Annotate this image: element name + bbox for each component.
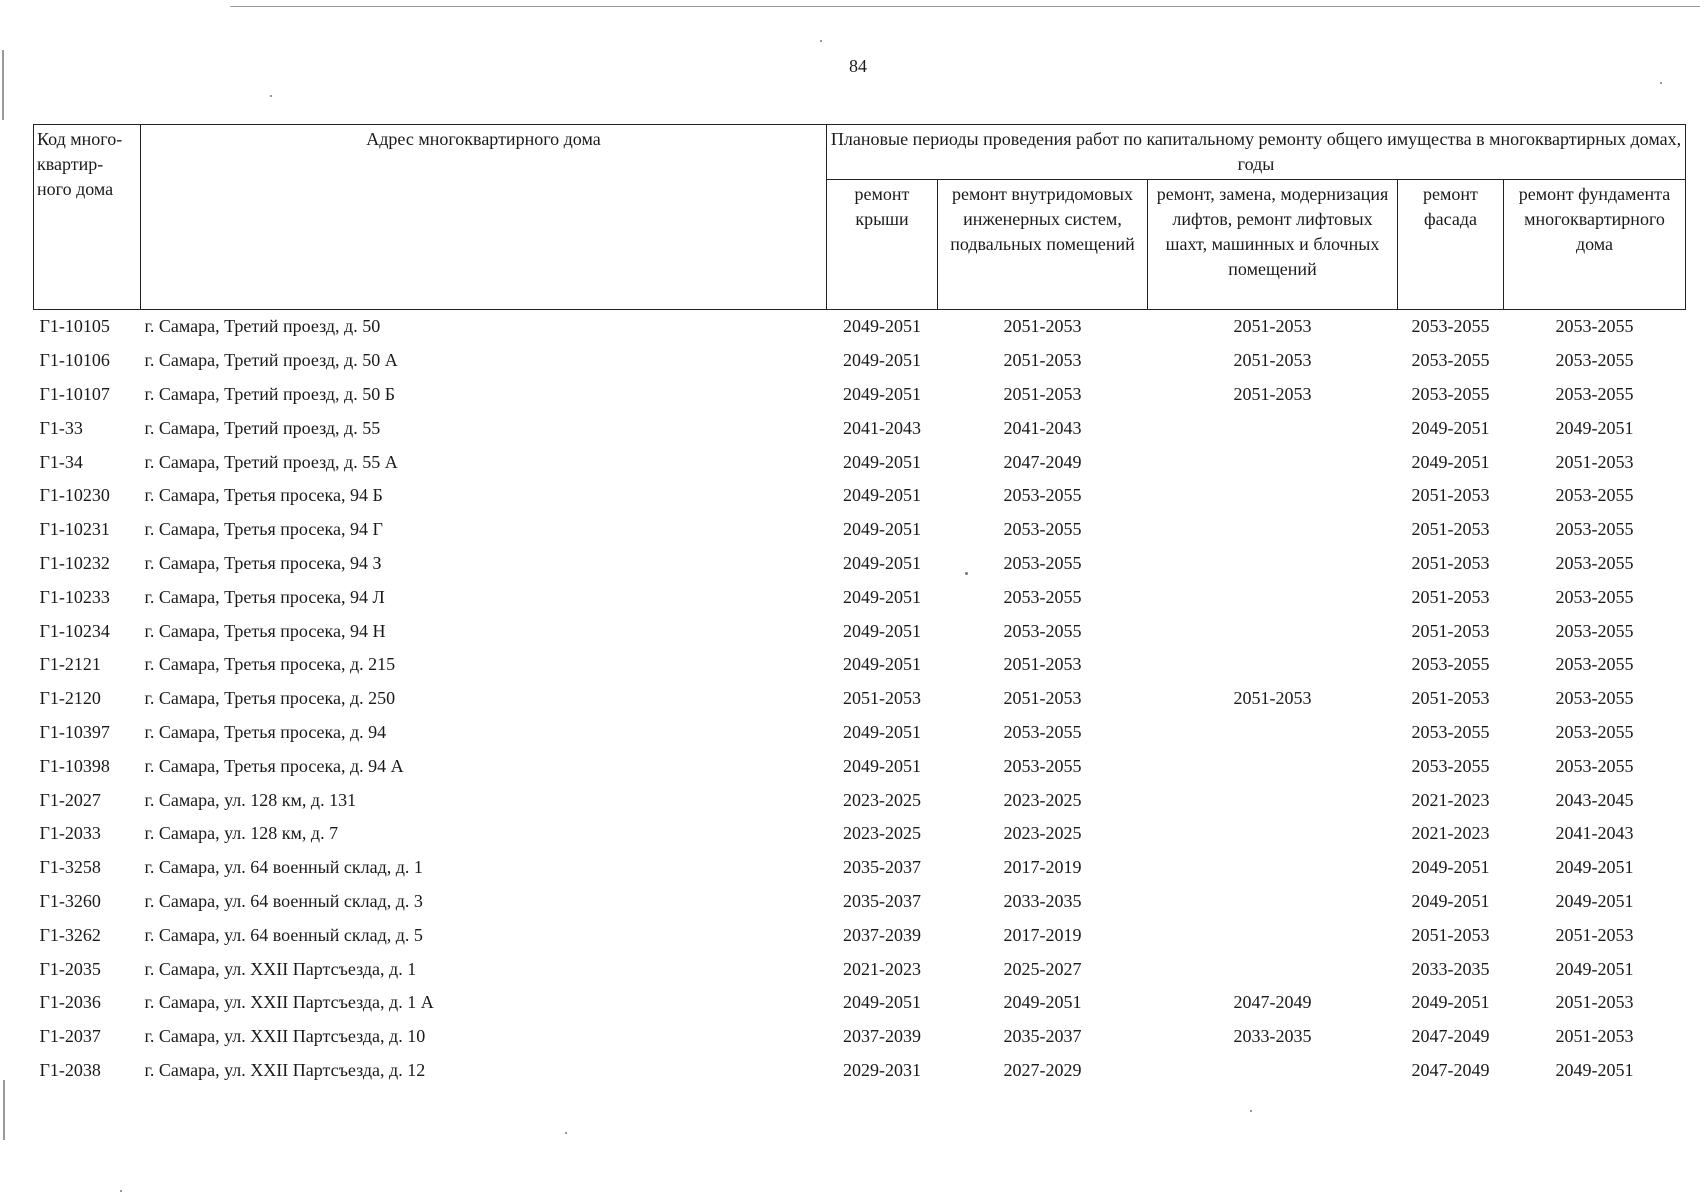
table-row (34, 682, 1686, 716)
elevator-period-cell (1148, 614, 1398, 648)
engineering-period-cell: 2053-2055 (1003, 620, 1082, 641)
table-row (34, 411, 1686, 445)
facade-period-cell: 2053-2055 (1411, 383, 1490, 404)
roof-period-cell: 2021-2023 (843, 958, 921, 979)
elevator-period-cell (1148, 749, 1398, 783)
scan-top-edge (230, 6, 1700, 7)
address-cell: г. Самара, ул. 128 км, д. 131 (144, 789, 357, 810)
facade-period-cell: 2053-2055 (1411, 654, 1490, 675)
elevator-period-cell (1148, 580, 1398, 614)
table-row (34, 918, 1686, 952)
facade-period-cell: 2051-2053 (1411, 552, 1490, 573)
engineering-period-cell: 2023-2025 (1003, 789, 1082, 810)
table-row (34, 1054, 1686, 1088)
foundation-period-cell: 2053-2055 (1555, 620, 1634, 641)
roof-period-cell: 2037-2039 (843, 924, 921, 945)
table-row (34, 783, 1686, 817)
address-cell: г. Самара, Третья просека, д. 250 (144, 688, 396, 709)
house-code-cell: Г1-3260 (39, 890, 101, 911)
foundation-period-cell: 2053-2055 (1555, 383, 1634, 404)
address-cell: г. Самара, ул. XXII Партсъезда, д. 12 (144, 1059, 426, 1080)
engineering-period-cell: 2053-2055 (1003, 519, 1082, 540)
roof-period-cell: 2049-2051 (843, 350, 921, 371)
foundation-period-cell: 2051-2053 (1555, 924, 1634, 945)
house-code-cell: Г1-3262 (39, 924, 101, 945)
address-cell: г. Самара, ул. 64 военный склад, д. 1 (144, 857, 423, 878)
house-code-cell: Г1-10398 (39, 755, 110, 776)
roof-period-cell: 2023-2025 (843, 789, 921, 810)
roof-period-cell: 2035-2037 (843, 857, 921, 878)
address-cell: г. Самара, ул. 128 км, д. 7 (144, 823, 339, 844)
address-cell: г. Самара, Третья просека, д. 94 А (144, 755, 404, 776)
table-row (34, 986, 1686, 1020)
roof-period-cell: 2029-2031 (843, 1059, 921, 1080)
engineering-period-cell: 2027-2029 (1003, 1059, 1082, 1080)
facade-period-cell: 2047-2049 (1411, 1026, 1490, 1047)
elevator-period-cell: 2051-2053 (1233, 688, 1312, 709)
foundation-period-cell: 2049-2051 (1555, 857, 1634, 878)
table-row (34, 1020, 1686, 1054)
engineering-period-cell: 2053-2055 (1003, 721, 1082, 742)
engineering-period-cell: 2049-2051 (1003, 992, 1082, 1013)
roof-period-cell: 2041-2043 (843, 417, 921, 438)
foundation-period-cell: 2053-2055 (1555, 552, 1634, 573)
table-row (34, 614, 1686, 648)
foundation-period-cell: 2041-2043 (1555, 823, 1634, 844)
elevator-period-cell (1148, 817, 1398, 851)
facade-period-cell: 2053-2055 (1411, 350, 1490, 371)
table-row (34, 817, 1686, 851)
roof-period-cell: 2023-2025 (843, 823, 921, 844)
scan-speck (1250, 1110, 1252, 1112)
foundation-period-cell: 2051-2053 (1555, 1026, 1634, 1047)
table-row (34, 851, 1686, 885)
address-cell: г. Самара, Третья просека, 94 Л (144, 586, 385, 607)
address-cell: г. Самара, Третья просека, 94 Г (144, 519, 383, 540)
foundation-period-cell: 2053-2055 (1555, 485, 1634, 506)
table-row (34, 885, 1686, 919)
engineering-period-cell: 2053-2055 (1003, 485, 1082, 506)
table-row (34, 310, 1686, 344)
address-cell: г. Самара, ул. XXII Партсъезда, д. 10 (144, 1026, 426, 1047)
elevator-period-cell (1148, 918, 1398, 952)
house-code-cell: Г1-34 (39, 451, 83, 472)
house-code-cell: Г1-10230 (39, 485, 110, 506)
facade-period-cell: 2021-2023 (1411, 823, 1490, 844)
elevator-period-cell (1148, 851, 1398, 885)
house-code-cell: Г1-10107 (39, 383, 110, 404)
engineering-period-cell: 2053-2055 (1003, 552, 1082, 573)
engineering-period-cell: 2053-2055 (1003, 586, 1082, 607)
roof-period-cell: 2049-2051 (843, 586, 921, 607)
roof-period-cell: 2049-2051 (843, 316, 921, 337)
roof-period-cell: 2049-2051 (843, 620, 921, 641)
roof-period-cell: 2049-2051 (843, 519, 921, 540)
engineering-period-cell: 2025-2027 (1003, 958, 1082, 979)
address-cell: г. Самара, Третья просека, 94 Н (144, 620, 386, 641)
roof-period-cell: 2049-2051 (843, 755, 921, 776)
foundation-period-cell: 2053-2055 (1555, 519, 1634, 540)
facade-period-cell: 2051-2053 (1411, 620, 1490, 641)
roof-period-cell: 2049-2051 (843, 485, 921, 506)
elevator-period-cell: 2051-2053 (1233, 383, 1312, 404)
facade-period-cell: 2049-2051 (1411, 451, 1490, 472)
elevator-period-cell (1148, 952, 1398, 986)
header-address: Адрес многоквартирного дома (141, 125, 827, 310)
roof-period-cell: 2049-2051 (843, 383, 921, 404)
table-row (34, 952, 1686, 986)
facade-period-cell: 2033-2035 (1411, 958, 1490, 979)
header-engineering-repair: ремонт внутридомовых инженерных систем, подвальных помещений (938, 180, 1148, 310)
scan-left-edge-lower (3, 1080, 5, 1140)
engineering-period-cell: 2017-2019 (1003, 857, 1082, 878)
foundation-period-cell: 2053-2055 (1555, 654, 1634, 675)
elevator-period-cell (1148, 411, 1398, 445)
facade-period-cell: 2049-2051 (1411, 890, 1490, 911)
house-code-cell: Г1-2027 (39, 789, 101, 810)
elevator-period-cell (1148, 648, 1398, 682)
table-row (34, 580, 1686, 614)
engineering-period-cell: 2051-2053 (1003, 316, 1082, 337)
house-code-cell: Г1-33 (39, 417, 83, 438)
scan-speck (1660, 82, 1662, 84)
table-row (34, 378, 1686, 412)
engineering-period-cell: 2051-2053 (1003, 383, 1082, 404)
engineering-period-cell: 2033-2035 (1003, 890, 1082, 911)
table-row (34, 479, 1686, 513)
address-cell: г. Самара, Третья просека, д. 94 (144, 721, 387, 742)
foundation-period-cell: 2053-2055 (1555, 755, 1634, 776)
foundation-period-cell: 2049-2051 (1555, 417, 1634, 438)
header-facade-repair: ремонт фасада (1398, 180, 1504, 310)
elevator-period-cell (1148, 885, 1398, 919)
table-row (34, 513, 1686, 547)
engineering-period-cell: 2035-2037 (1003, 1026, 1082, 1047)
address-cell: г. Самара, Третий проезд, д. 50 (144, 316, 381, 337)
elevator-period-cell (1148, 479, 1398, 513)
elevator-period-cell (1148, 513, 1398, 547)
page-number: 84 (849, 56, 867, 76)
address-cell: г. Самара, ул. XXII Партсъезда, д. 1 А (144, 992, 434, 1013)
elevator-period-cell: 2051-2053 (1233, 350, 1312, 371)
facade-period-cell: 2049-2051 (1411, 857, 1490, 878)
facade-period-cell: 2051-2053 (1411, 688, 1490, 709)
facade-period-cell: 2053-2055 (1411, 316, 1490, 337)
house-code-cell: Г1-2035 (39, 958, 101, 979)
scan-speck (820, 40, 822, 42)
house-code-cell: Г1-2037 (39, 1026, 101, 1047)
facade-period-cell: 2049-2051 (1411, 417, 1490, 438)
header-roof-repair: ремонт крыши (827, 180, 938, 310)
foundation-period-cell: 2049-2051 (1555, 958, 1634, 979)
facade-period-cell: 2051-2053 (1411, 924, 1490, 945)
address-cell: г. Самара, Третий проезд, д. 50 Б (144, 383, 396, 404)
elevator-period-cell (1148, 547, 1398, 581)
roof-period-cell: 2049-2051 (843, 552, 921, 573)
scan-speck (565, 1132, 567, 1134)
elevator-period-cell: 2051-2053 (1233, 316, 1312, 337)
foundation-period-cell: 2053-2055 (1555, 586, 1634, 607)
house-code-cell: Г1-10231 (39, 519, 110, 540)
foundation-period-cell: 2053-2055 (1555, 316, 1634, 337)
foundation-period-cell: 2051-2053 (1555, 992, 1634, 1013)
elevator-period-cell: 2033-2035 (1233, 1026, 1312, 1047)
foundation-period-cell: 2049-2051 (1555, 890, 1634, 911)
address-cell: г. Самара, Третья просека, 94 Б (144, 485, 383, 506)
engineering-period-cell: 2047-2049 (1003, 451, 1082, 472)
house-code-cell: Г1-3258 (39, 857, 101, 878)
elevator-period-cell (1148, 716, 1398, 750)
engineering-period-cell: 2041-2043 (1003, 417, 1082, 438)
table-row (34, 547, 1686, 581)
roof-period-cell: 2037-2039 (843, 1026, 921, 1047)
roof-period-cell: 2049-2051 (843, 992, 921, 1013)
engineering-period-cell: 2051-2053 (1003, 350, 1082, 371)
address-cell: г. Самара, Третья просека, д. 215 (144, 654, 396, 675)
header-elevator-repair: ремонт, замена, модернизация лифтов, ремонт лифтовых шахт, машинных и блочных помещений (1148, 180, 1398, 310)
foundation-period-cell: 2053-2055 (1555, 688, 1634, 709)
address-cell: г. Самара, ул. 64 военный склад, д. 5 (144, 924, 423, 945)
engineering-period-cell: 2051-2053 (1003, 654, 1082, 675)
house-code-cell: Г1-10105 (39, 316, 110, 337)
house-code-cell: Г1-2033 (39, 823, 101, 844)
facade-period-cell: 2047-2049 (1411, 1059, 1490, 1080)
address-cell: г. Самара, ул. XXII Партсъезда, д. 1 (144, 958, 417, 979)
address-cell: г. Самара, Третий проезд, д. 55 А (144, 451, 398, 472)
roof-period-cell: 2049-2051 (843, 721, 921, 742)
foundation-period-cell: 2049-2051 (1555, 1059, 1634, 1080)
house-code-cell: Г1-10234 (39, 620, 110, 641)
table-row (34, 648, 1686, 682)
table-row (34, 716, 1686, 750)
engineering-period-cell: 2023-2025 (1003, 823, 1082, 844)
scan-speck (120, 1190, 122, 1192)
header-planned-periods: Плановые периоды проведения работ по капитальному ремонту общего имущества в многоквартирных домах, годы (827, 125, 1686, 180)
header-foundation-repair: ремонт фундамента многоквартирного дома (1504, 180, 1686, 310)
facade-period-cell: 2051-2053 (1411, 586, 1490, 607)
facade-period-cell: 2021-2023 (1411, 789, 1490, 810)
engineering-period-cell: 2051-2053 (1003, 688, 1082, 709)
elevator-period-cell: 2047-2049 (1233, 992, 1312, 1013)
table-row (34, 344, 1686, 378)
house-code-cell: Г1-2036 (39, 992, 101, 1013)
table-row (34, 445, 1686, 479)
address-cell: г. Самара, Третий проезд, д. 55 (144, 417, 381, 438)
elevator-period-cell (1148, 445, 1398, 479)
facade-period-cell: 2051-2053 (1411, 485, 1490, 506)
address-cell: г. Самара, ул. 64 военный склад, д. 3 (144, 890, 423, 911)
house-code-cell: Г1-10397 (39, 721, 110, 742)
engineering-period-cell: 2017-2019 (1003, 924, 1082, 945)
house-code-cell: Г1-2121 (39, 654, 101, 675)
facade-period-cell: 2053-2055 (1411, 721, 1490, 742)
house-code-cell: Г1-10233 (39, 586, 110, 607)
roof-period-cell: 2051-2053 (843, 688, 921, 709)
foundation-period-cell: 2053-2055 (1555, 350, 1634, 371)
house-code-cell: Г1-2120 (39, 688, 101, 709)
facade-period-cell: 2049-2051 (1411, 992, 1490, 1013)
address-cell: г. Самара, Третья просека, 94 З (144, 552, 382, 573)
scan-speck (270, 95, 272, 97)
house-code-cell: Г1-10232 (39, 552, 110, 573)
facade-period-cell: 2051-2053 (1411, 519, 1490, 540)
engineering-period-cell: 2053-2055 (1003, 755, 1082, 776)
table-row (34, 749, 1686, 783)
roof-period-cell: 2049-2051 (843, 654, 921, 675)
header-house-code: Код много-квартир-ного дома (34, 125, 141, 310)
foundation-period-cell: 2043-2045 (1555, 789, 1634, 810)
foundation-period-cell: 2053-2055 (1555, 721, 1634, 742)
elevator-period-cell (1148, 1054, 1398, 1088)
roof-period-cell: 2035-2037 (843, 890, 921, 911)
address-cell: г. Самара, Третий проезд, д. 50 А (144, 350, 398, 371)
roof-period-cell: 2049-2051 (843, 451, 921, 472)
capital-repair-table (33, 124, 1686, 1087)
foundation-period-cell: 2051-2053 (1555, 451, 1634, 472)
facade-period-cell: 2053-2055 (1411, 755, 1490, 776)
elevator-period-cell (1148, 783, 1398, 817)
house-code-cell: Г1-10106 (39, 350, 110, 371)
house-code-cell: Г1-2038 (39, 1059, 101, 1080)
